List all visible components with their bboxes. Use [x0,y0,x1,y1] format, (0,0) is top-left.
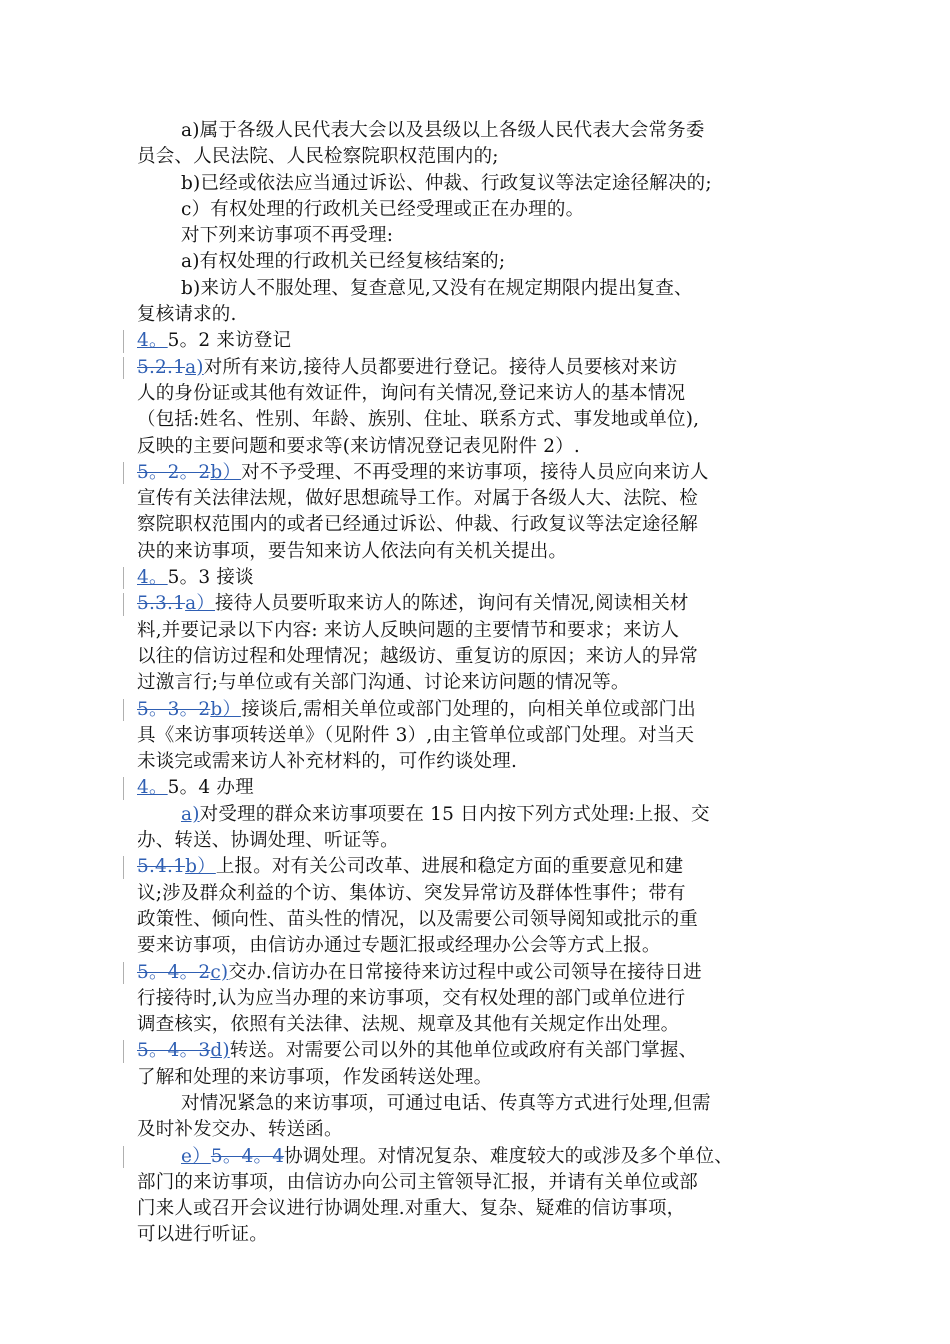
tracked-insertion: 4。 [137,777,168,799]
tracked-deletion: 5。4。3 [137,1040,211,1062]
tracked-insertion: 4。 [137,330,168,352]
text-line [137,591,817,617]
paragraph-text: 决的来访事项，要告知来访人依法向有关机关提出。 [137,540,568,562]
tracked-insertion: 4。 [137,567,168,589]
text-line [137,276,817,302]
text-line [137,565,817,591]
tracked-insertion: c) [210,961,229,983]
paragraph-text: 对不予受理、不再受理的来访事项，接待人员应向来访人 [241,461,709,483]
tracked-deletion: 5.3.1 [137,593,186,615]
text-line [137,775,817,801]
paragraph-text: 转送。对需要公司以外的其他单位或政府有关部门掌握、 [229,1040,698,1062]
text-line [137,618,817,644]
tracked-insertion: b） [210,698,242,720]
tracked-insertion: d) [210,1040,230,1062]
paragraph-text: 及时补发交办、转送函。 [137,1119,343,1141]
text-line [137,223,817,249]
text-line [137,144,817,170]
text-line [137,881,817,907]
paragraph-text: a)属于各级人民代表大会以及县级以上各级人民代表大会常务委 [181,120,705,141]
paragraph-text: 议;涉及群众利益的个访、集体访、突发异常访及群体性事件；带有 [137,882,686,904]
text-line [137,1144,817,1170]
tracked-insertion: b） [210,461,242,483]
text-line [137,723,817,749]
paragraph-text: 具《来访事项转送单》（见附件 3）,由主管单位或部门处理。对当天 [137,724,695,746]
paragraph-text: 接谈后,需相关单位或部门处理的，向相关单位或部门出 [241,698,696,720]
paragraph-text: 政策性、倾向性、苗头性的情况，以及需要公司领导阅知或批示的重 [137,908,699,930]
paragraph-text: 可以进行听证。 [137,1224,268,1246]
paragraph-text: 人的身份证或其他有效证件，询问有关情况,登记来访人的基本情况 [137,382,686,404]
paragraph-text: 协调处理。对情况复杂、难度较大的或涉及多个单位、 [284,1145,733,1167]
text-line [137,986,817,1012]
paragraph-text: 交办.信访办在日常接待来访过程中或公司领导在接待日进 [228,961,702,983]
paragraph-text: 对下列来访事项不再受理: [181,225,394,247]
text-line [137,460,817,486]
paragraph-text: 5。3 接谈 [167,567,254,589]
paragraph-text: 接待人员要听取来访人的陈述，询问有关情况,阅读相关材 [215,593,689,615]
text-line [137,802,817,828]
text-line [137,1038,817,1064]
text-line [137,670,817,696]
text-line [137,539,817,565]
paragraph-text: 要来访事项，由信访办通过专题汇报或经理办公会等方式上报。 [137,935,661,957]
paragraph-text: 5。2 来访登记 [167,330,292,352]
text-line [137,407,817,433]
paragraph-text: c）有权处理的行政机关已经受理或正在办理的。 [181,198,585,220]
text-line [137,118,817,144]
tracked-insertion: b） [185,856,216,878]
text-line [137,749,817,775]
paragraph-text: 过激言行;与单位或有关部门沟通、讨论来访问题的情况等。 [137,672,630,694]
paragraph-text: 行接待时,认为应当办理的来访事项，交有权处理的部门或单位进行 [137,987,686,1009]
text-line [137,1222,817,1248]
text-line [137,960,817,986]
paragraph-text: 复核请求的. [137,304,237,326]
paragraph-text: 料,并要记录以下内容: 来访人反映问题的主要情节和要求；来访人 [137,619,680,641]
paragraph-text: 了解和处理的来访事项，作发函转送处理。 [137,1066,493,1088]
text-line [137,1170,817,1196]
paragraph-text: 宣传有关法律法规，做好思想疏导工作。对属于各级人大、法院、检 [137,488,699,510]
paragraph-text: a)有权处理的行政机关已经复核结案的; [181,251,506,273]
text-line [137,828,817,854]
paragraph-text: （包括:姓名、性别、年龄、族别、住址、联系方式、事发地或单位), [137,409,700,431]
paragraph-text: 调查核实，依照有关法律、法规、规章及其他有关规定作出处理。 [137,1014,680,1036]
text-line [137,381,817,407]
text-line [137,171,817,197]
tracked-deletion: 5。3。2 [137,698,211,720]
tracked-deletion: 5。2。2 [137,461,211,483]
paragraph-text: b)来访人不服处理、复查意见,又没有在规定期限内提出复查、 [181,277,693,299]
text-line [137,907,817,933]
text-line [137,1117,817,1143]
paragraph-text: 未谈完或需来访人补充材料的，可作约谈处理. [137,751,518,773]
text-line [137,697,817,723]
tracked-deletion: 5.2.1 [137,356,186,378]
paragraph-text: 对情况紧急的来访事项，可通过电话、传真等方式进行处理,但需 [181,1092,711,1114]
text-line [137,512,817,538]
paragraph-text: 以往的信访过程和处理情况；越级访、重复访的原因；来访人的异常 [137,645,699,667]
text-line [137,1091,817,1117]
tracked-insertion: a） [185,593,216,615]
text-line [137,644,817,670]
text-line [137,1012,817,1038]
document-body [137,118,817,1249]
text-line [137,434,817,460]
tracked-insertion: e） [181,1145,211,1167]
tracked-insertion: a) [181,803,200,825]
paragraph-text: b)已经或依法应当通过诉讼、仲裁、行政复议等法定途径解决的; [181,172,712,194]
paragraph-text: 员会、人民法院、人民检察院职权范围内的; [137,146,499,168]
text-line [137,302,817,328]
tracked-deletion: 5。4。2 [137,961,211,983]
paragraph-text: 5。4 办理 [167,777,254,799]
paragraph-text: 门来人或召开会议进行协调处理.对重大、复杂、疑难的信访事项， [137,1198,686,1220]
text-line [137,197,817,223]
paragraph-text: 上报。对有关公司改革、进展和稳定方面的重要意见和建 [215,856,684,878]
tracked-deletion: 5.4.1 [137,856,186,878]
text-line [137,933,817,959]
paragraph-text: 察院职权范围内的或者已经通过诉讼、仲裁、行政复议等法定途径解 [137,514,699,536]
paragraph-text: 反映的主要问题和要求等(来访情况登记表见附件 2）. [137,435,580,457]
text-line [137,854,817,880]
tracked-insertion: a) [185,356,204,378]
paragraph-text: 对所有来访,接待人员都要进行登记。接待人员要核对来访 [203,356,678,378]
text-line [137,1196,817,1222]
text-line [137,355,817,381]
text-line [137,1065,817,1091]
tracked-deletion: 5。4。4 [210,1145,285,1167]
paragraph-text: 部门的来访事项，由信访办向公司主管领导汇报，并请有关单位或部 [137,1171,699,1193]
text-line [137,328,817,354]
paragraph-text: 办、转送、协调处理、听证等。 [137,830,399,852]
text-line [137,486,817,512]
text-line [137,249,817,275]
paragraph-text: 对受理的群众来访事项要在 15 日内按下列方式处理:上报、交 [199,803,710,825]
